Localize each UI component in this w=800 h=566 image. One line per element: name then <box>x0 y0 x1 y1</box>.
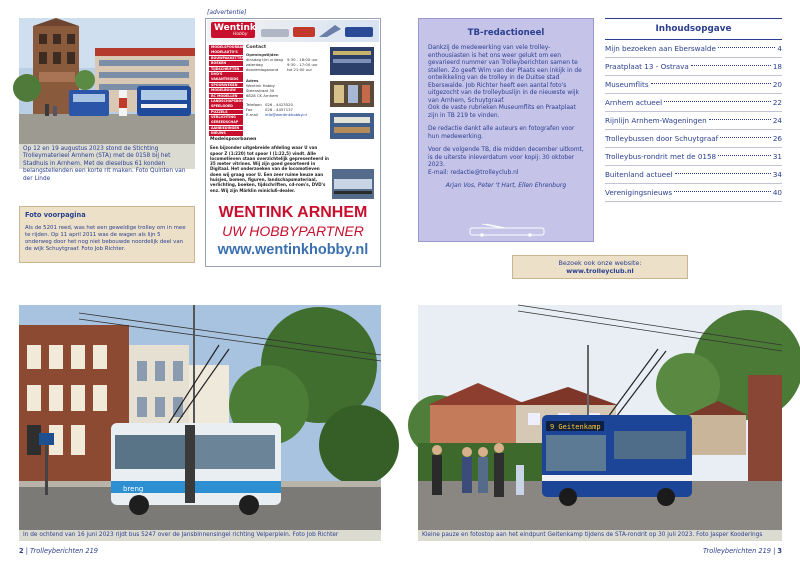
toc-leader-dots <box>720 137 771 138</box>
left-footer-separator: | <box>23 547 31 555</box>
ad-train-photo <box>332 169 374 199</box>
toc-item-page: 26 <box>772 134 782 143</box>
toc-item-label: Mijn bezoeken aan Eberswalde <box>605 44 716 53</box>
ad-brand-line1: WENTINK ARNHEM <box>218 204 368 221</box>
toc-item-page: 24 <box>772 116 782 125</box>
toc-item-page: 40 <box>772 188 782 197</box>
toc-title: Inhoudsopgave <box>605 18 782 40</box>
toc-item[interactable] <box>605 184 782 202</box>
ad-menu-item: AANBIEDINGEN <box>209 126 243 131</box>
toc-item-page: 18 <box>772 62 782 71</box>
toc-item-page: 31 <box>772 152 782 161</box>
toc-item[interactable] <box>605 130 782 148</box>
bus-brand-label: breng <box>123 485 144 493</box>
toc-leader-dots <box>718 47 776 48</box>
toc-item-page: 4 <box>777 44 782 53</box>
ad-menu-item: TIJDSCHRIFTEN <box>209 67 243 72</box>
ad-brand-url: www.wentinkhobby.nl <box>217 242 369 258</box>
bottom-left-photo-caption: In de ochtend van 16 juni 2023 rijdt bus 5247 over de Jansbinnensingel richting Velperplein. Foto Job Richter <box>19 530 381 541</box>
toc-item-page: 20 <box>772 80 782 89</box>
trolleybus-logo-icon <box>462 223 552 237</box>
toc-item-label: Buitenland actueel <box>605 170 673 179</box>
toc-leader-dots <box>675 173 771 174</box>
ad-contact <box>246 45 328 117</box>
ad-menu-item: VERLICHTING <box>209 115 243 120</box>
ad-menu-item: BOUWPAKKETTEN <box>211 55 245 60</box>
foto-voorpagina-text: Als de 5201 reed, was het een geweldige trolley om in mee te rijden. Op 11 april 2011 was de wagen als lijn 5 onderweg door het nog niet bebouwde noordelijk deel van de wijk Schuytgraaf. Foto Job Richter. <box>25 225 186 252</box>
website-intro: Bezoek ook onze website: <box>558 259 642 267</box>
redactioneel-box <box>418 18 594 242</box>
ad-menu-item: VAKANTIEGIDS <box>209 77 243 82</box>
toc-item-label: Trolleybussen door Schuytgraaf <box>605 134 719 143</box>
bottom-right-photo <box>418 305 782 530</box>
toc-item-page: 34 <box>772 170 782 179</box>
toc-leader-dots <box>664 101 771 102</box>
redactioneel-title: TB-redactioneel <box>467 28 545 38</box>
ad-hours-title: Openingstijden <box>246 52 279 57</box>
ad-address-line: Steenstraat 30 <box>246 88 275 93</box>
ad-modelspoor-text: Een bijzonder uitgebreide afdeling waar U van spoor Z (1:220) tot spoor I (1:22,5) vindt. Alle locomotieven staan overzichtelijk gepresenteerd in 35 meter vitrines. Wij zijn goed gesorteerd in Digitaal. Het onderzoeken van de locomotieven doen wij graag voor U. Een zeer ruime keuze aan huisjes, bomen, figuren, landschapsmateriaal, verlichting, boeken, tijdschriften, cd-rom's, DVD's enz. Wij zijn Märklin minicluб-dealer. <box>210 145 329 193</box>
toc-leader-dots <box>709 119 771 120</box>
ad-menu-item: SPEELGOED <box>209 104 243 109</box>
ad-menu-item: DVD'S <box>209 72 243 77</box>
ad-modelspoor-title: Modelspoorbanen <box>210 137 257 142</box>
ad-menu-item: BOEKEN <box>209 61 243 66</box>
ad-phone-label: Telefoon <box>246 102 262 107</box>
ad-contact-title: Contact <box>246 45 267 50</box>
bus-destination-label: 9 Geitenkamp <box>550 423 601 431</box>
redactioneel-paragraph: Ook de vaste rubrieken Museumflits en Praatplaat zijn in TB 219 te vinden. <box>428 105 576 119</box>
toc-item[interactable] <box>605 76 782 94</box>
ad-hours-day: dinsdag t/m vrijdag <box>246 57 283 62</box>
ad-email-label: E-mail <box>246 112 258 117</box>
redactioneel-paragraph: De redactie dankt alle auteurs en fotografen voor hun medewerking. <box>428 126 575 140</box>
foto-voorpagina-box <box>19 206 195 263</box>
redactioneel-signature: Arjan Vos, Peter 't Hart, Ellen Ehrenburg <box>445 182 567 189</box>
left-page-number: 2 <box>19 547 24 555</box>
toc-item[interactable] <box>605 148 782 166</box>
left-page-footer <box>19 547 98 555</box>
ad-menu-item: MODELSPOORBANEN <box>211 45 250 49</box>
trolleybus-street-illustration <box>19 305 381 530</box>
toc-item-label: Trolleybus-rondrit met de 0158 <box>605 152 717 161</box>
bottom-left-photo <box>19 305 381 530</box>
toc-item-label: Arnhem actueel <box>605 98 663 107</box>
ad-menu-item: PUZZELS <box>209 110 243 115</box>
top-left-photo <box>19 18 195 144</box>
toc-item-label: Praatplaat 13 - Ostrava <box>605 62 689 71</box>
ad-address-line: 6828 CK Arnhem <box>246 93 279 98</box>
website-box <box>512 255 688 279</box>
toc-item[interactable] <box>605 166 782 184</box>
toc-leader-dots <box>691 65 771 66</box>
toc-item-label: Verenigingsnieuws <box>605 188 673 197</box>
ad-hours-time: 9:30 - 17:00 uur <box>287 62 318 67</box>
ad-menu-item: RC MODELLEN <box>209 94 243 99</box>
ad-header-models-icon <box>259 21 377 41</box>
ad-menu-item: GEREEDSCHAP <box>209 120 243 125</box>
ad-hours-day: donderdagavond <box>246 67 279 72</box>
ad-address-line: Wentink Hobby <box>246 83 275 88</box>
ad-fax-label: Fax <box>246 107 253 112</box>
ad-hours-time: 9:30 - 18:00 uur <box>287 57 318 62</box>
toc-item[interactable] <box>605 40 782 58</box>
ad-address-title: Adres <box>246 78 259 83</box>
toc-leader-dots <box>651 83 771 84</box>
redactioneel-paragraph: Voor de volgende TB, die midden december uitkomt, is de uiterste inleverdatum voor kopij: 30 oktober 2023. <box>428 147 584 168</box>
toc-item[interactable] <box>605 94 782 112</box>
ad-email: info@wentinkhobby.nl <box>265 112 307 117</box>
wentink-logo-text: Wentink <box>214 23 256 33</box>
ad-menu-item: SPOORWEGEN <box>209 83 243 88</box>
toc-leader-dots <box>718 155 771 156</box>
ad-menu-item: MODELBOUW <box>209 88 243 93</box>
ad-fax: 026 - 4457137 <box>265 107 293 112</box>
top-left-photo-caption: Op 12 en 19 augustus 2023 stond de Stichting Trolleymaterieel Arnhem (STA) met de 0158 bij het Stadhuis in Arnhem. Met de dieselbus 61 konden belangstellenden een korte rit maken. Foto Quinten van der Linde <box>19 144 195 169</box>
ad-menu-item: LANDSCHAPSBOUW <box>211 98 248 103</box>
trolleybus-geitenkamp-illustration <box>418 305 782 530</box>
redactioneel-email: E-mail: redactie@trolleyclub.nl <box>428 169 519 176</box>
website-link[interactable]: www.trolleyclub.nl <box>566 267 634 275</box>
ad-brand-line2: UW HOBBYPARTNER <box>222 223 364 239</box>
redactioneel-paragraph: Dankzij de medewerking van vele trolley-enthousiasten is het ons weer gelukt om een gevarieerd nummer van Trolleyberichten samen te stellen. Zo geeft Wim van der Plaats een inkijk in de ontwikkeling van de trolley in de Duitse stad Eberswalde. Job Richter heeft een aantal foto's uitgezocht van de trolleybuslijn in de nieuwste wijk van Arnhem, Schuytgraaf. <box>428 45 582 104</box>
left-footer-title: Trolleyberichten 219 <box>30 547 98 555</box>
ad-phone: 026 - 4423520 <box>265 102 293 107</box>
foto-voorpagina-title: Foto voorpagina <box>25 211 86 219</box>
toc-list <box>605 40 782 202</box>
town-hall-illustration <box>19 18 195 144</box>
toc-item-page: 22 <box>772 98 782 107</box>
wentink-logo <box>211 22 255 38</box>
ad-hours-time: tot 21:00 uur <box>287 67 313 72</box>
toc-item[interactable] <box>605 58 782 76</box>
wentink-logo-sub: Hobby <box>233 32 248 37</box>
advertisement-tag: [advertentie] <box>207 9 247 16</box>
ad-hours-day: zaterdag <box>246 62 263 67</box>
right-footer-title: Trolleyberichten 219 <box>703 547 771 555</box>
ad-shop-photos <box>330 45 374 141</box>
right-footer-separator: | <box>770 547 778 555</box>
ad-menu-item: NIEUWS <box>209 131 243 136</box>
ad-modelspoor <box>210 137 330 193</box>
right-page-footer <box>703 547 782 555</box>
toc-leader-dots <box>674 191 771 192</box>
toc-item[interactable] <box>605 112 782 130</box>
bottom-right-photo-caption: Kleine pauze en fotostop aan het eindpunt Geitenkamp tijdens de STA-rondrit op 30 juli 2023. Foto Jasper Kooderings <box>418 530 782 541</box>
toc-item-label: Museumflits <box>605 80 649 89</box>
wentink-advertisement <box>205 18 381 267</box>
toc-item-label: Rijnlijn Arnhem-Wageningen <box>605 116 707 125</box>
right-page-number: 3 <box>777 547 782 555</box>
ad-menu-item: MODELAUTO'S <box>209 50 243 55</box>
table-of-contents <box>605 18 782 202</box>
ad-header <box>207 20 379 42</box>
